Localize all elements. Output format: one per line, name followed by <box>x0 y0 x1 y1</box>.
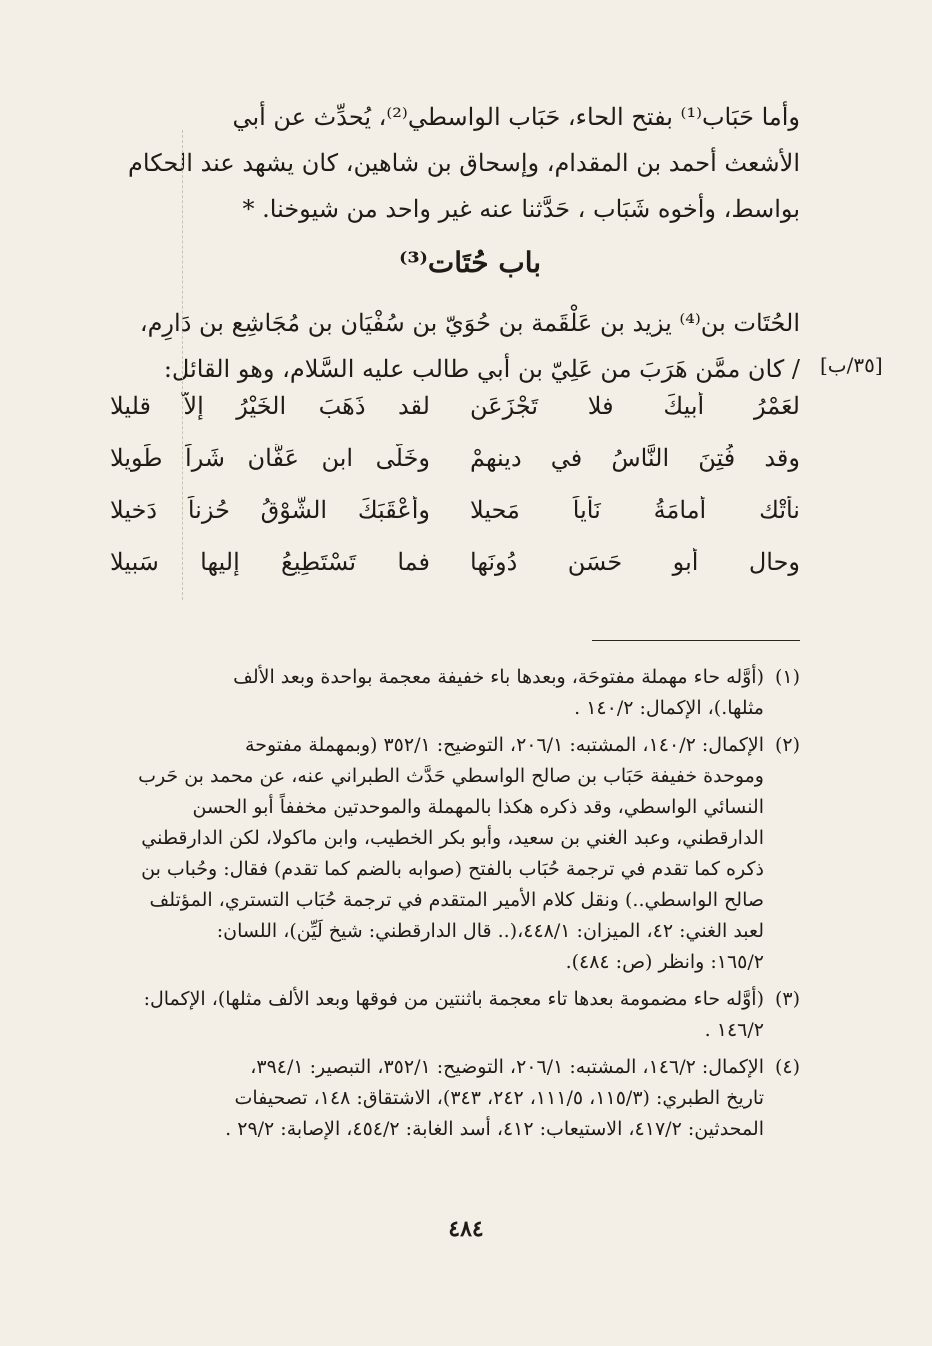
footnote-line: النسائي الواسطي، وقد ذكره هكذا بالمهملة والموحدتين مخففاً أبو الحسن <box>192 796 764 818</box>
footnote-line: الإكمال: ١٤٠/٢، المشتبه: ٢٠٦/١، التوضيح: ٣٥٢/١ (وبمهملة مفتوحة <box>245 734 764 756</box>
footnote-line: ١٦٥/٢: وانظر (ص: ٤٨٤). <box>565 951 764 973</box>
footnote-number: (١) <box>774 666 800 688</box>
section-heading: باب حُتَات⁽³⁾ <box>398 246 542 279</box>
footnote-4 <box>110 1052 800 1145</box>
paragraph-line: الأشعث أحمد بن المقدام، وإسحاق بن شاهين، كان يشهد عند الحكام <box>128 149 800 177</box>
verse-second-hemistich: فما تَسْتَطِيعُ إليها سَبيلا <box>110 548 430 576</box>
footnote-line: ذكره كما تقدم في ترجمة حُبَاب بالفتح (صوابه بالضم كما تقدم) فقال: وحُباب بن <box>141 858 764 880</box>
footnote-line: صالح الواسطي..) ونقل كلام الأمير المتقدم في ترجمة حُبَاب التستري، المؤتلف <box>149 889 764 911</box>
footnote-line: المحدثين: ٤١٧/٢، الاستيعاب: ٤١٢، أسد الغابة: ٤٥٤/٢، الإصابة: ٢٩/٢ . <box>225 1118 764 1140</box>
poem-verses <box>110 392 800 600</box>
verse-second-hemistich: وأعْقَبَكَ الشَّوْقُ حُزناً دَخيلا <box>110 496 430 524</box>
footnote-number: (٢) <box>774 734 800 756</box>
page-number: ٤٨٤ <box>448 1216 484 1242</box>
footnote-1 <box>110 662 800 724</box>
verse-row <box>110 392 800 444</box>
footnote-line: (أوَّله حاء مهملة مفتوحَة، وبعدها باء خفيفة معجمة بواحدة وبعد الألف <box>233 666 764 688</box>
paragraph-line: / كان ممَّن هَرَبَ من عَلِيّ بن أبي طالب عليه السَّلام، وهو القائل: <box>163 355 800 383</box>
verse-second-hemistich: وخَلَّى ابن عَفَّان شَراً طَويلا <box>110 444 430 472</box>
verse-second-hemistich: لقد ذَهَبَ الخَيْرُ إلاّ قليلا <box>110 392 430 420</box>
verse-row <box>110 444 800 496</box>
paragraph-line: الحُتَات بن⁽⁴⁾ يزيد بن عَلْقَمة بن حُوَيّ بن سُفْيَان بن مُجَاشِع بن دَارِم، <box>139 309 800 337</box>
paragraph-line: وأما حَبَاب⁽¹⁾ بفتح الحاء، حَبَاب الواسطي⁽²⁾، يُحدِّث عن أبي <box>232 103 800 131</box>
footnotes <box>110 662 800 1151</box>
verse-row <box>110 496 800 548</box>
footnote-3 <box>110 984 800 1046</box>
footnote-line: تاريخ الطبري: (١١٥/٣، ١١١/٥، ٢٤٢، ٣٤٣)، الاشتقاق: ١٤٨، تصحيفات <box>234 1087 764 1109</box>
footnote-line: الدارقطني، وعبد الغني بن سعيد، وأبو بكر الخطيب، وابن ماكولا، لكن الدارقطني <box>141 827 764 849</box>
footnote-line: (أوَّله حاء مضمومة بعدها تاء معجمة باثنتين من فوقها وبعد الألف مثلها)، الإكمال: <box>143 988 764 1010</box>
footnote-line: الإكمال: ١٤٦/٢، المشتبه: ٢٠٦/١، التوضيح: ٣٥٢/١، التبصير: ٣٩٤/١، <box>250 1056 764 1078</box>
footnote-line: وموحدة خفيفة حَبَاب بن صالح الواسطي حَدَّث الطبراني عنه، عن محمد بن حَرب <box>138 765 764 787</box>
manuscript-folio-marker: [٣٥/ب] <box>820 353 883 377</box>
footnote-number: (٤) <box>774 1056 800 1078</box>
paragraph-line: بواسط، وأخوه شَبَاب ، حَدَّثنا عنه غير واحد من شيوخنا. * <box>242 195 800 223</box>
verse-first-hemistich: نأتْك أُمامَةُ نَأْياً مَحيلا <box>470 496 800 524</box>
verse-first-hemistich: لعَمْرُ أبيكَ فلا تَجْزَعَن <box>470 392 800 420</box>
paragraph-hutat <box>110 300 800 392</box>
footnote-line: ١٤٦/٢ . <box>704 1019 764 1041</box>
footnote-line: مثلها.)، الإكمال: ١٤٠/٢ . <box>574 697 764 719</box>
page-gutter-line <box>182 130 183 600</box>
verse-first-hemistich: وقد فُتِنَ النَّاسُ في دينهمْ <box>470 444 800 472</box>
verse-first-hemistich: وحال أبو حَسَن دُونَها <box>470 548 800 576</box>
footnote-2 <box>110 730 800 978</box>
paragraph-habab <box>110 94 800 232</box>
footnote-divider <box>592 640 800 641</box>
footnote-line: لعبد الغني: ٤٢، الميزان: ٤٤٨/١،(.. قال الدارقطني: شيخ لَيِّن)، اللسان: <box>216 920 764 942</box>
footnote-number: (٣) <box>774 988 800 1010</box>
verse-row <box>110 548 800 600</box>
